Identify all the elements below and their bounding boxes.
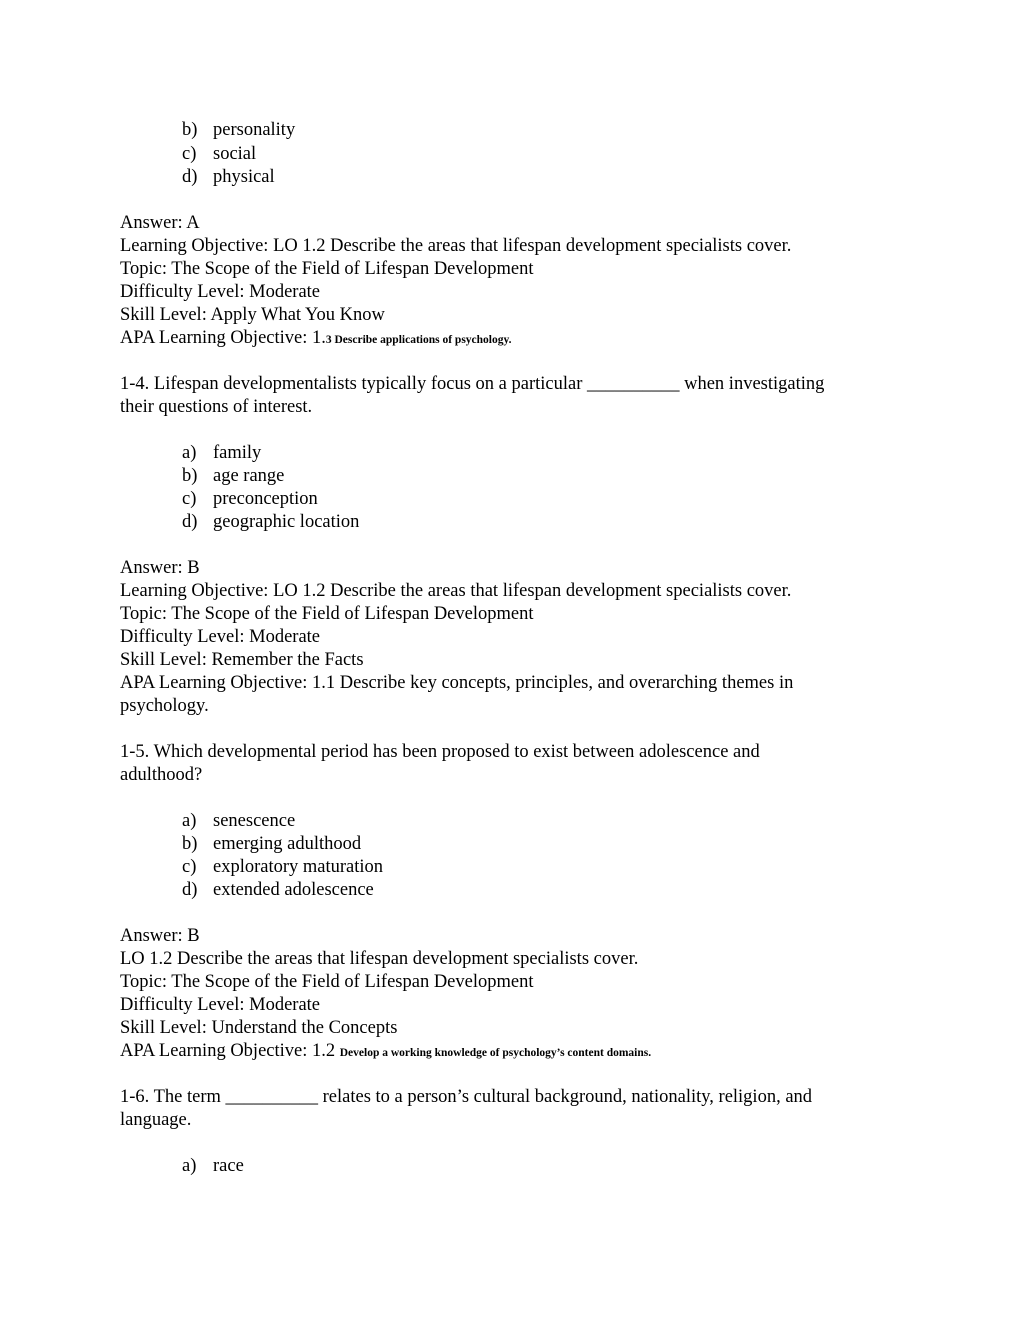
option-text: social <box>213 144 257 164</box>
option-letter: d) <box>182 512 198 532</box>
option-letter: c) <box>182 144 197 164</box>
option-letter: b) <box>182 466 198 486</box>
apa-objective-line-cont: psychology. <box>120 696 209 716</box>
question-1-4-stem-cont: their questions of interest. <box>120 397 313 417</box>
option-letter: d) <box>182 880 198 900</box>
option-text: age range <box>213 466 285 486</box>
learning-objective-line: LO 1.2 Describe the areas that lifespan development specialists cover. <box>120 949 639 969</box>
apa-objective-prefix: APA Learning Objective: 1.2 <box>120 1041 340 1061</box>
option-letter: a) <box>182 1156 197 1176</box>
skill-line: Skill Level: Apply What You Know <box>120 305 385 325</box>
apa-objective-line <box>120 327 511 352</box>
option-letter: b) <box>182 834 198 854</box>
option-text: exploratory maturation <box>213 857 384 877</box>
apa-objective-description: 3 Describe applications of psychology. <box>325 334 512 346</box>
difficulty-line: Difficulty Level: Moderate <box>120 627 321 647</box>
learning-objective-line: Learning Objective: LO 1.2 Describe the areas that lifespan development specialists cover. <box>120 236 792 256</box>
question-1-6-stem-cont: language. <box>120 1110 192 1130</box>
option-letter: a) <box>182 811 197 831</box>
apa-objective-prefix: APA Learning Objective: 1. <box>120 328 326 348</box>
apa-objective-line: APA Learning Objective: 1.1 Describe key concepts, principles, and overarching themes in <box>120 673 794 693</box>
skill-line: Skill Level: Remember the Facts <box>120 650 364 670</box>
option-letter: a) <box>182 443 197 463</box>
option-letter: d) <box>182 167 198 187</box>
option-letter: b) <box>182 120 198 140</box>
apa-objective-line <box>120 1040 651 1065</box>
option-text: emerging adulthood <box>213 834 362 854</box>
option-text: physical <box>213 167 275 187</box>
option-letter: c) <box>182 489 197 509</box>
topic-line: Topic: The Scope of the Field of Lifespan Development <box>120 972 534 992</box>
option-text: personality <box>213 120 296 140</box>
option-text: family <box>213 443 262 463</box>
apa-objective-description: Develop a working knowledge of psychology’s content domains. <box>339 1047 652 1059</box>
option-text: senescence <box>213 811 296 831</box>
answer-line: Answer: B <box>120 558 200 578</box>
option-text: geographic location <box>213 512 360 532</box>
option-letter: c) <box>182 857 197 877</box>
skill-line: Skill Level: Understand the Concepts <box>120 1018 398 1038</box>
option-text: extended adolescence <box>213 880 374 900</box>
option-text: preconception <box>213 489 318 509</box>
topic-line: Topic: The Scope of the Field of Lifespan Development <box>120 259 534 279</box>
question-1-4-stem: 1-4. Lifespan developmentalists typically focus on a particular __________ when investigating <box>120 374 825 394</box>
difficulty-line: Difficulty Level: Moderate <box>120 282 321 302</box>
answer-line: Answer: A <box>120 213 200 233</box>
learning-objective-line: Learning Objective: LO 1.2 Describe the areas that lifespan development specialists cover. <box>120 581 792 601</box>
question-1-5-stem: 1-5. Which developmental period has been proposed to exist between adolescence and <box>120 742 760 762</box>
option-text: race <box>213 1156 244 1176</box>
topic-line: Topic: The Scope of the Field of Lifespan Development <box>120 604 534 624</box>
question-1-5-stem-cont: adulthood? <box>120 765 203 785</box>
difficulty-line: Difficulty Level: Moderate <box>120 995 321 1015</box>
answer-line: Answer: B <box>120 926 200 946</box>
question-1-6-stem: 1-6. The term __________ relates to a person’s cultural background, nationality, religion, and <box>120 1087 813 1107</box>
